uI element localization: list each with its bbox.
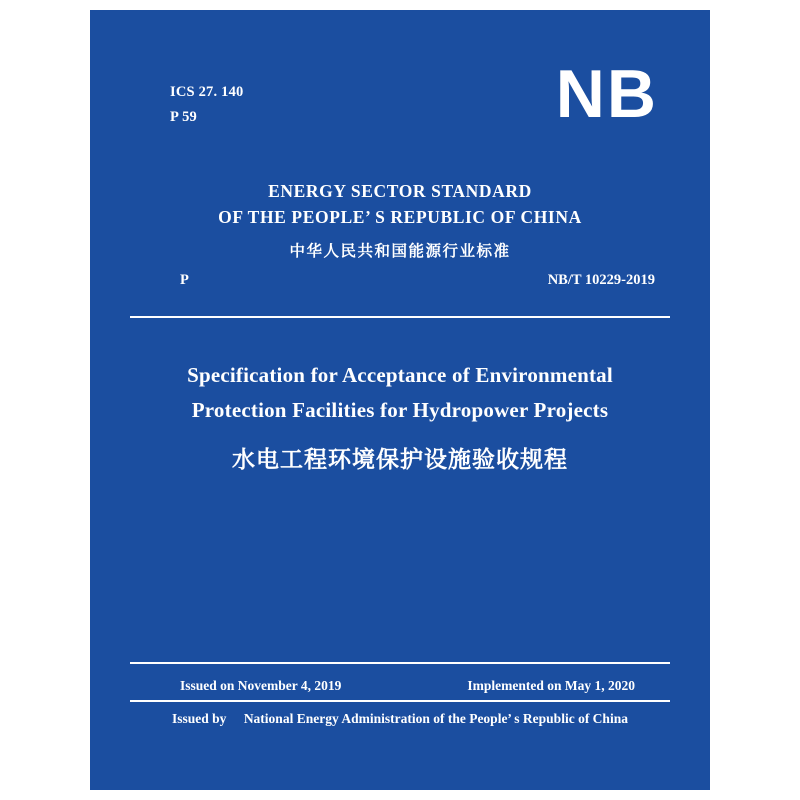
nb-logo: NB [555,56,658,132]
organization-line-2: OF THE PEOPLE’ S REPUBLIC OF CHINA [218,207,582,228]
divider-bottom-lower [130,700,670,702]
organization-line-1: ENERGY SECTOR STANDARD [268,181,532,201]
issuing-organization [90,178,710,261]
standard-cover [90,10,710,790]
standard-number: NB/T 10229-2019 [547,272,655,288]
title-english-line-1: Specification for Acceptance of Environmental [187,363,613,387]
category-letter: P [180,272,189,288]
title-english-line-2: Protection Facilities for Hydropower Projects [191,397,609,422]
standard-code-row [180,272,655,289]
standard-title [130,358,670,474]
ics-block [170,80,244,131]
divider-bottom-upper [130,662,670,664]
classification-code: P 59 [170,109,197,126]
divider-top [130,316,670,318]
issuer-row [90,711,710,727]
title-chinese: 水电工程环境保护设施验收规程 [232,447,568,474]
organization-line-chinese: 中华人民共和国能源行业标准 [289,241,511,260]
issue-date: Issued on November 4, 2019 [180,678,342,693]
implementation-date: Implemented on May 1, 2020 [467,678,635,693]
issuer-name: National Energy Administration of the People’ s Republic of China [243,711,628,726]
ics-number: ICS 27. 140 [170,84,244,100]
issuer-label: Issued by [172,711,227,726]
dates-row [180,678,635,694]
